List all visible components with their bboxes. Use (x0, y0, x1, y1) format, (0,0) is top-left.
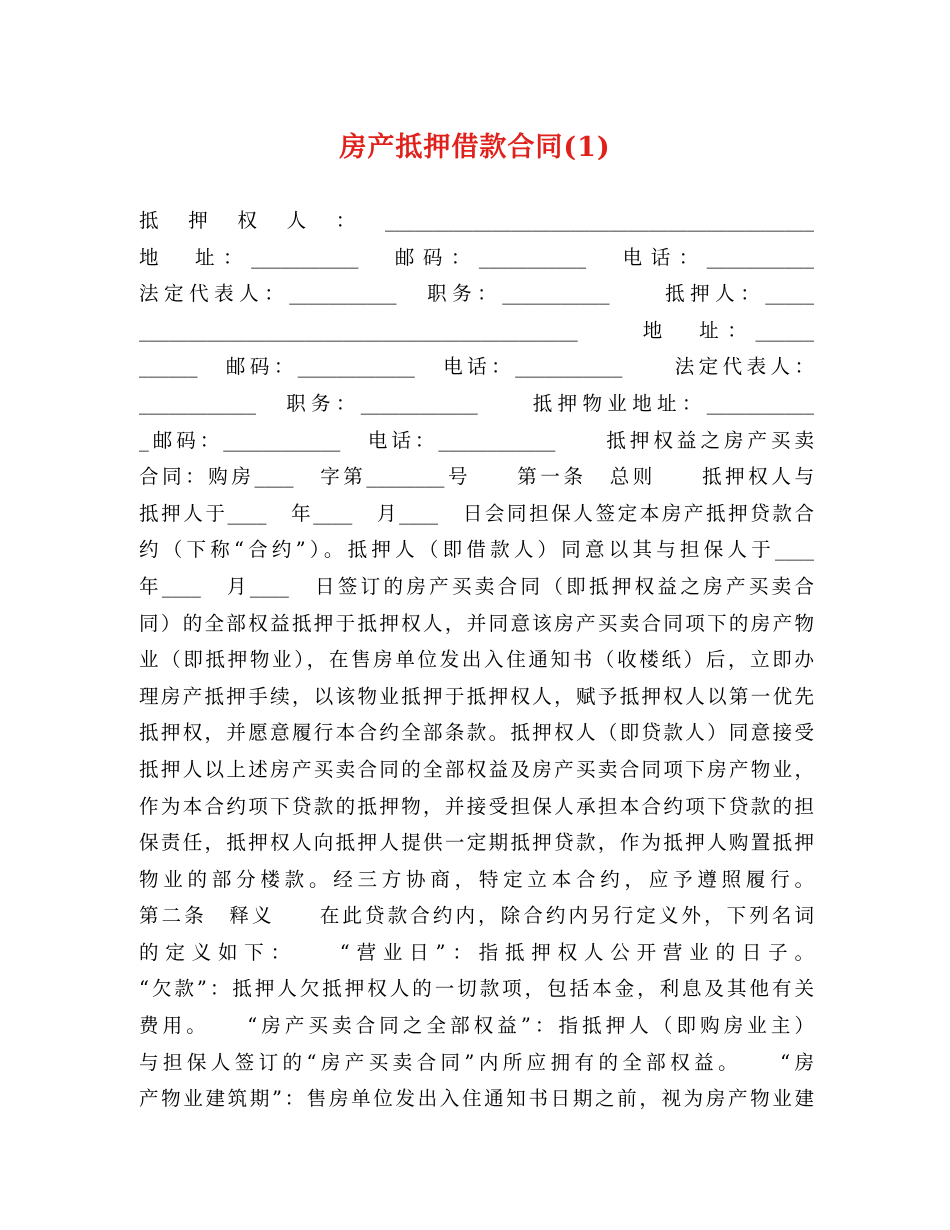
text-line: ____________ 职务：____________ 抵押物业地址：___________ (139, 391, 814, 415)
text-line: 理房产抵押手续，以该物业抵押于抵押权人，赋予抵押权人以第一优先 (139, 684, 814, 708)
text-line: 法定代表人：___________ 职务：___________ 抵押人：_____ (139, 282, 814, 306)
document-body (139, 203, 814, 1118)
text-line: 合同：购房____ 字第________号 第一条 总则 抵押权人与 (139, 465, 814, 489)
text-line: 抵押权，并愿意履行本合约全部条款。抵押权人（即贷款人）同意接受 (139, 721, 814, 745)
text-line: 费用。 “房产买卖合同之全部权益”：指抵押人（即购房业主） (139, 1014, 814, 1038)
text-line: 产物业建筑期”：售房单位发出入住通知书日期之前，视为房产物业建 (139, 1087, 814, 1111)
text-line: ______ 邮码：____________ 电话：___________ 法定代表人： (139, 355, 814, 379)
document-title: 房产抵押借款合同(1) (339, 132, 611, 163)
text-line: 约（下称“合约”）。抵押人（即借款人）同意以其与担保人于____ (139, 538, 814, 562)
text-line: “欠款”：抵押人欠抵押权人的一切款项，包括本金，利息及其他有关 (139, 977, 814, 1001)
text-line: 物业的部分楼款。经三方协商，特定立本合约，应予遵照履行。 (139, 867, 814, 891)
text-line: 的定义如下： “营业日”：指抵押权人公开营业的日子。 (139, 940, 814, 964)
text-line: 抵 押 权 人 ： ____________________________________________ (139, 209, 814, 232)
text-line: _邮码：____________ 电话：____________ 抵押权益之房产买卖 (139, 428, 814, 452)
text-line: 第二条 释义 在此贷款合约内，除合约内另行定义外，下列名词 (139, 904, 814, 928)
text-line: 与担保人签订的“房产买卖合同”内所应拥有的全部权益。 “房 (139, 1050, 814, 1074)
text-line: 作为本合约项下贷款的抵押物，并接受担保人承担本合约项下贷款的担 (139, 794, 814, 818)
text-line: 年____ 月____ 日签订的房产买卖合同（即抵押权益之房产买卖合 (139, 574, 814, 598)
text-line: 抵押人于____ 年____ 月____ 日会同担保人签定本房产抵押贷款合 (139, 501, 814, 525)
text-line: 地 址：___________ 邮码：___________ 电话：___________ (139, 245, 814, 269)
text-line: 同）的全部权益抵押于抵押权人，并同意该房产买卖合同项下的房产物 (139, 611, 814, 635)
text-line: _____________________________________________ 地 址：______ (139, 318, 814, 342)
text-line: 抵押人以上述房产买卖合同的全部权益及房产买卖合同项下房产物业， (139, 757, 814, 781)
text-line: 保责任，抵押权人向抵押人提供一定期抵押贷款，作为抵押人购置抵押 (139, 831, 814, 855)
text-line: 业（即抵押物业），在售房单位发出入住通知书（收楼纸）后，立即办 (139, 648, 814, 672)
